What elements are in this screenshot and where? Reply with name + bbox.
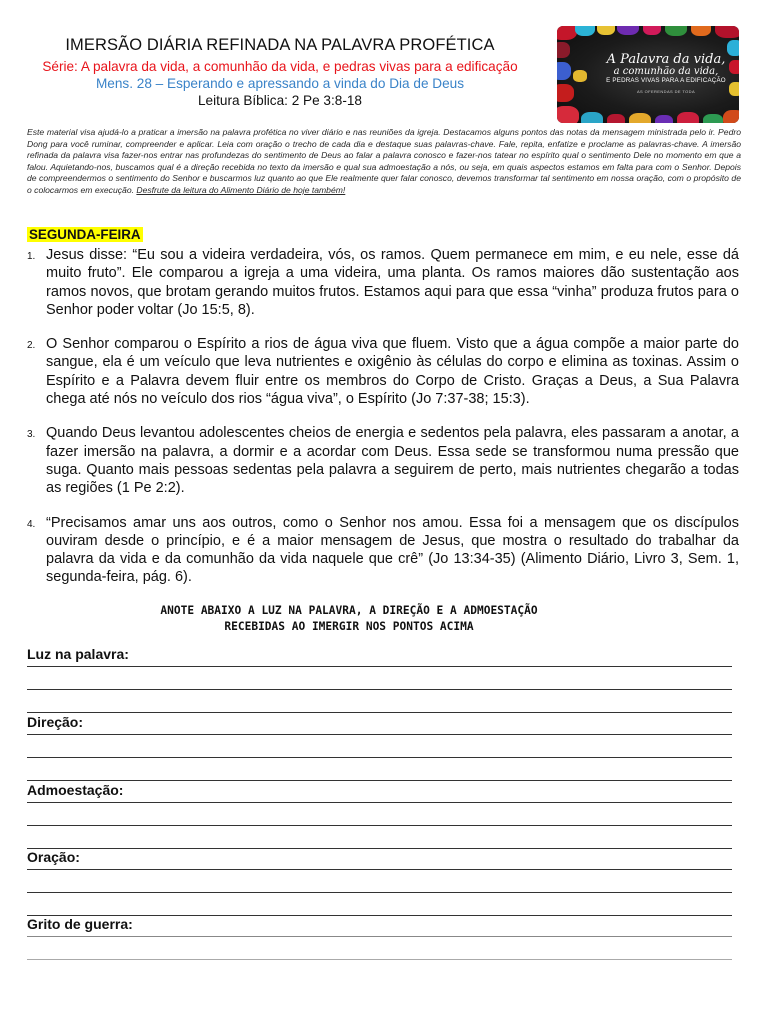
item-number: 1.	[27, 251, 36, 262]
admoestacao-line-2[interactable]	[27, 825, 732, 826]
intro-paragraph	[27, 127, 741, 197]
item-number: 3.	[27, 429, 36, 441]
page-title: IMERSÃO DIÁRIA REFINADA NA PALAVRA PROFÉTICA	[65, 36, 495, 54]
oracao-line-2[interactable]	[27, 892, 732, 893]
list-item	[27, 424, 739, 497]
banner-caption: A Palavra da vida, a comunhão da vida, E PEDRAS VIVAS PARA A EDIFICAÇÃO AS OFERENDAS DE TODA	[606, 52, 726, 94]
points-list	[27, 246, 739, 587]
oracao-line-1[interactable]	[27, 869, 732, 870]
item-text: O Senhor comparou o Espírito a rios de água viva que fluem. Visto que a água compõe a maior parte do sangue, ela é um veículo que leva nutrientes e oxigênio às células do corpo e elimina as toxinas. Assim o Espírito e a Palavra devem fluir entre os membros do Corpo de Cristo. Graças a Deus, a Sua Palavra chega até nós no veículo dos rios “água viva”, o Espírito (Jo 7:37-38; 15:3).	[46, 336, 739, 408]
admoestacao-label: Admoestação:	[27, 782, 124, 798]
direcao-line-2[interactable]	[27, 757, 732, 758]
luz-line-3[interactable]	[27, 712, 732, 713]
item-text: Quando Deus levantou adolescentes cheios de energia e sedentos pela palavra, eles passaram a anotar, a fazer imersão na palavra, a dormir e a acordar com Deus. Essa sede se transformou numa pressão que suga. Quanto mais pessoas sedentas pela palavra a seguirem de perto, mais nutrientes chegarão a todas as regiões (1 Pe 2:2).	[46, 425, 739, 497]
item-number: 4.	[27, 518, 36, 530]
daily-food-link[interactable]: Desfrute da leitura do Alimento Diário de hoje também!	[136, 184, 346, 195]
message-subtitle: Mens. 28 – Esperando e apressando a vinda do Dia de Deus	[95, 76, 465, 91]
item-text: “Precisamos amar uns aos outros, como o Senhor nos amou. Essa foi a mensagem que os discípulos ouviram desde o princípio, e é a maior mensagem de Jesus, que mostra o resultado do trabalhar da palavra da vida e da comunhão da vida naquele que crê” (Jo 13:34-35) (Alimento Diário, Livro 3, Sem. 1, segunda-feira, pág. 6).	[46, 514, 739, 586]
item-number: 2.	[27, 340, 36, 352]
grito-label: Grito de guerra:	[27, 916, 133, 932]
list-item	[27, 514, 739, 587]
luz-line-2[interactable]	[27, 689, 732, 690]
banner-image	[557, 26, 739, 123]
series-subtitle: Série: A palavra da vida, a comunhão da vida, e pedras vivas para a edificação	[42, 59, 518, 74]
list-item	[27, 335, 739, 408]
luz-label: Luz na palavra:	[27, 646, 129, 662]
instruction-line-2: RECEBIDAS AO IMERGIR NOS PONTOS ACIMA	[224, 620, 474, 633]
direcao-label: Direção:	[27, 714, 84, 730]
bible-reading: Leitura Bíblica: 2 Pe 3:8-18	[198, 93, 362, 108]
direcao-line-1[interactable]	[27, 734, 732, 735]
luz-line-1[interactable]	[27, 666, 732, 667]
admoestacao-line-3[interactable]	[27, 848, 732, 849]
intro-text: Este material visa ajudá-lo a praticar a imersão na palavra profética no viver diário e nas reuniões da igreja. Destacamos alguns pontos das notas da mensagem ministrada pelo ir. Pedro Dong para você ruminar, compreender e aplicar. Leia com oração o trecho de cada dia e destaque suas palavras-chave. Fale, repita, enfatize e proclame as palavras-chave. A imersão refinada da palavra visa fazer-nos entrar nas profundezas do sentimento de Deus ao falar a palavra conosco e fazer-nos tatear no espírito qual o sentimento Dele no momento em que a falou. Aquietando-nos, buscamos qual é a direção recebida no texto da imersão e qual sua admoestação a nós, ou seja, em quais aspectos estamos em falta para com o Senhor. Depois de compreendermos o sentimento do Senhor e buscarmos luz quanto ao que Ele realmente quer falar conosco, devemos transformar tal sentimento em nossa oração, com o propósito de o colocarmos em execução.	[27, 127, 741, 195]
day-label: SEGUNDA-FEIRA	[29, 227, 141, 242]
instruction-line-1: ANOTE ABAIXO A LUZ NA PALAVRA, A DIREÇÃO E A ADMOESTAÇÃO	[160, 604, 538, 617]
notes-instruction	[0, 603, 698, 635]
header	[0, 30, 560, 108]
grito-line-2[interactable]	[27, 959, 732, 960]
grito-line-1[interactable]	[27, 936, 732, 937]
direcao-line-3[interactable]	[27, 780, 732, 781]
list-item	[27, 246, 739, 319]
admoestacao-line-1[interactable]	[27, 802, 732, 803]
item-text: Jesus disse: “Eu sou a videira verdadeira, vós, os ramos. Quem permanece em mim, e eu nele, esse dá muito fruto”. Ele comparou a igreja a uma videira, uma planta. Os ramos maiores dão sustentação aos ramos novos, que brotam gerando muitos frutos. Estamos aqui para que essa “vinha” produza frutos para o Senhor poder voltar (Jo 15:5, 8).	[46, 247, 739, 318]
oracao-label: Oração:	[27, 849, 80, 865]
